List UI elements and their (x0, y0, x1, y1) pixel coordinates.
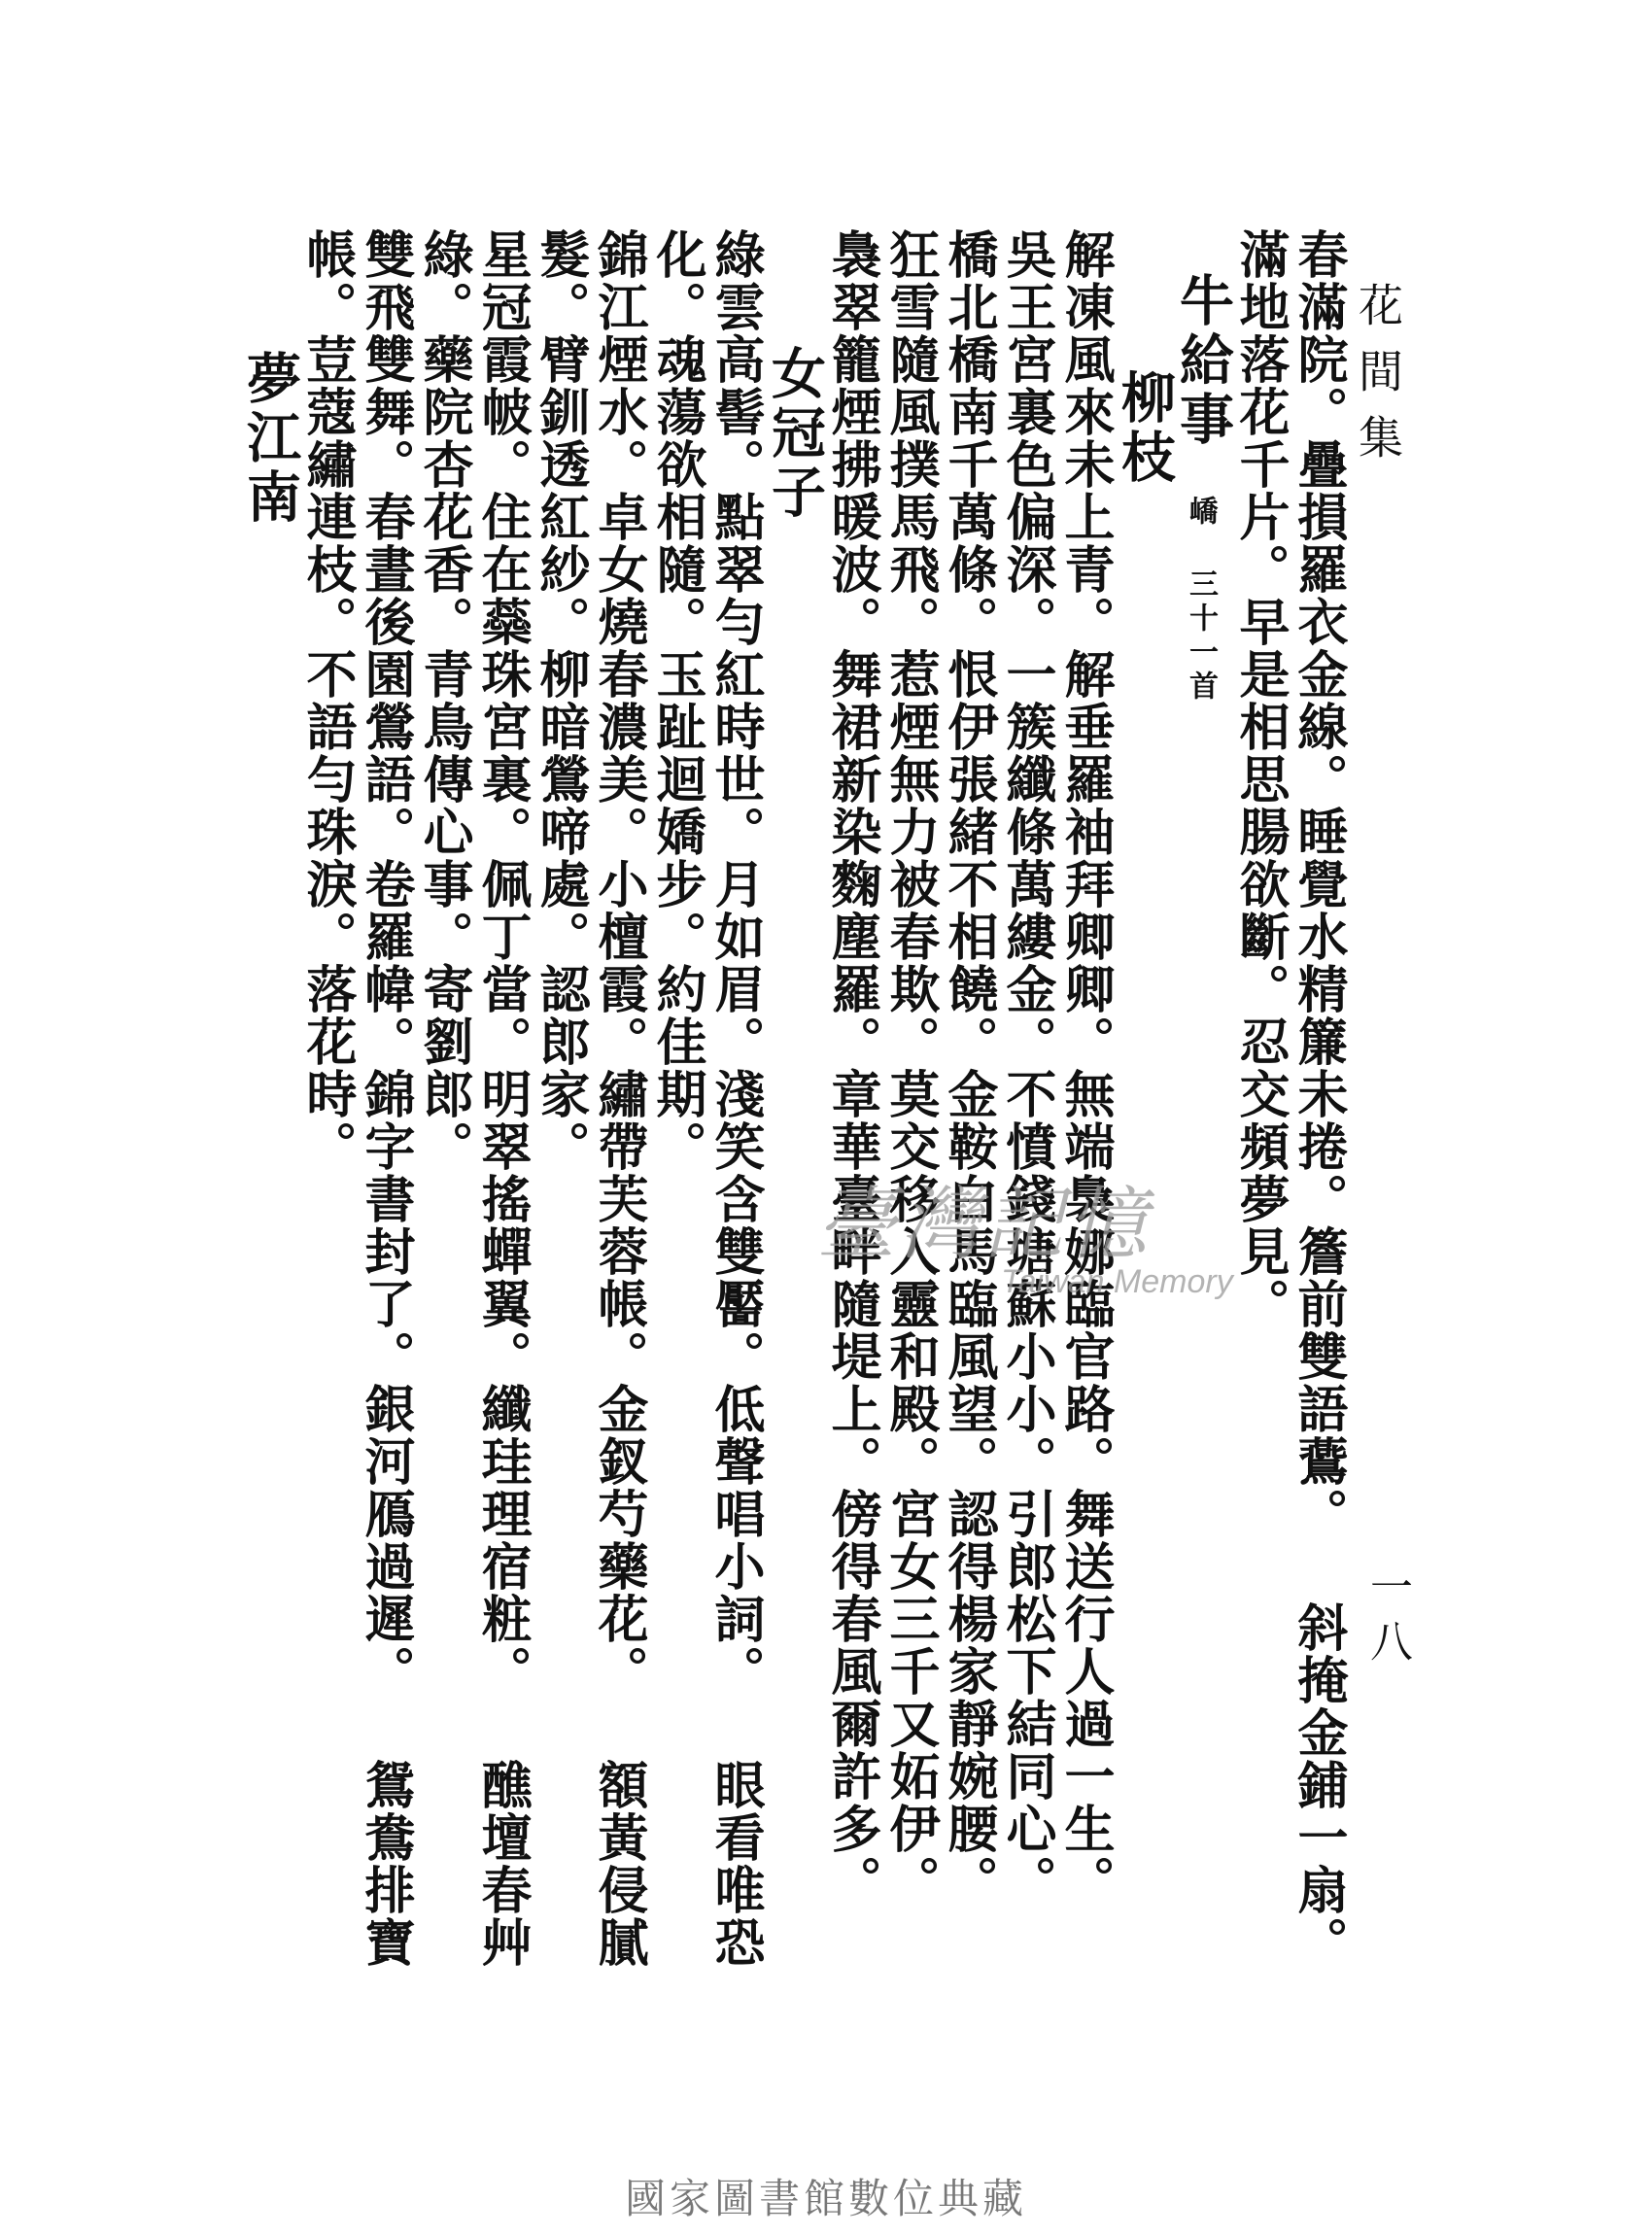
text-column-1: 春滿院。疊損羅衣金線。睡覺水精簾未捲。簷前雙語鷰。 斜掩金鋪一扇。 (1289, 228, 1348, 1969)
text-column-9: 裊翠籠煙拂暖波。舞裙新染麴塵羅。章華臺畔隨堤上。傍得春風爾許多。 (822, 228, 881, 1908)
author-note: 嶠 三十一首 (1184, 496, 1218, 705)
author-name: 牛給事 (1171, 272, 1235, 450)
text-column-18: 帳。荳蔻繡連枝。不語勻珠淚。落花時。 (297, 228, 357, 1173)
text-column-2: 滿地落花千片。早是相思腸欲斷。忍交頻夢見。 (1230, 228, 1290, 1330)
text-column-13: 錦江煙水。卓女燒春濃美。小檀霞。繡帶芙蓉帳。金釵芍藥花。 額黃侵膩 (589, 228, 648, 1969)
text-column-16: 綠。藥院杏花香。青鳥傳心事。寄劉郎。 (414, 228, 473, 1173)
section-title-nuguanzi: 女冠子 (763, 345, 827, 523)
library-footer: 國家圖書館數位典藏 (624, 2175, 1027, 2222)
text-column-5: 解凍風來未上青。解垂羅袖拜卿卿。無端裊娜臨官路。舞送行人過一生。 (1055, 228, 1115, 1908)
text-column-11: 綠雲高髻。點翠勻紅時世。月如眉。淺笑含雙靨。低聲唱小詞。 眼看唯恐 (706, 228, 765, 1969)
watermark-chinese: 臺灣記憶 (816, 1179, 1151, 1271)
section-title-mengjiangnan: 夢江南 (238, 350, 302, 528)
section-title-liuzhi: 柳枝 (1113, 369, 1177, 488)
text-column-17: 雙飛雙舞。春晝後園鶯語。卷羅幃。錦字書封了。銀河鴈過遲。 鴛鴦排寶 (356, 228, 415, 1969)
book-title-header: 花間集 (1352, 282, 1404, 480)
text-column-8: 狂雪隨風撲馬飛。惹煙無力被春欺。莫交移入靈和殿。宮女三千又妬伊。 (880, 228, 940, 1908)
text-column-6: 吳王宮裏色偏深。一簇纖條萬縷金。不憤錢塘蘇小小。引郎松下結同心。 (997, 228, 1056, 1908)
page-number: 一八 (1362, 1564, 1412, 1673)
text-column-7: 橋北橋南千萬條。恨伊張緒不相饒。金鞍白馬臨風望。認得楊家靜婉腰。 (939, 228, 998, 1908)
watermark-stamp (816, 1179, 1322, 1300)
watermark-english: Taiwan Memory (1001, 1263, 1233, 1300)
text-column-12: 化。魂蕩欲相隨。玉趾迴嬌步。約佳期。 (647, 228, 706, 1173)
text-column-14: 髮。臂釧透紅紗。柳暗鶯啼處。認郎家。 (531, 228, 590, 1173)
text-column-15: 星冠霞帔。住在蘂珠宮裏。佩丁當。明翠搖蟬翼。纖珪理宿粧。 醮壇春艸 (472, 228, 532, 1969)
